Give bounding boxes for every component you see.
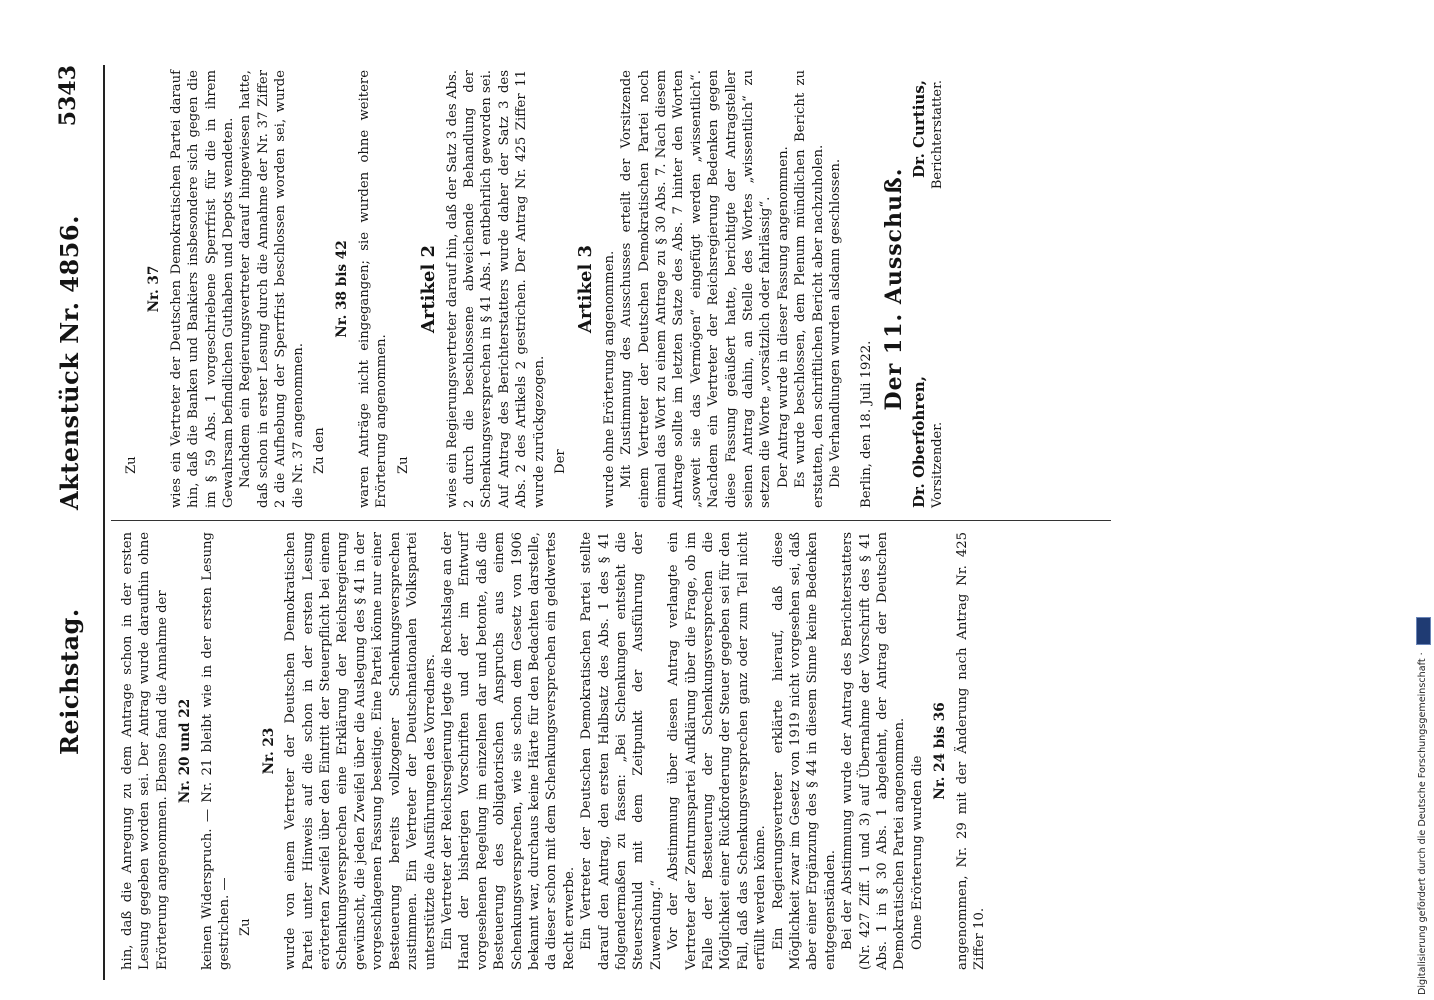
signature-name: Dr. Curtius,	[910, 80, 929, 178]
page-header	[49, 65, 103, 980]
paragraph: Ein Vertreter der Deutschen Demokratischen Partei stellte darauf den Antrag, den ersten Halbsatz des Abs. 1 des § 41 folgendermaßen zu fassen: „Bei Schenkungen entsteht die Steuerschuld mit dem Zeitpunkt der Ausführung der Zuwendung.“	[579, 532, 664, 970]
document-page	[45, 50, 1135, 1000]
section-heading: Nr. 24 bis 36	[932, 702, 949, 800]
paragraph: waren Anträge nicht eingegangen; sie wurden ohne weitere Erörterung angenommen.	[356, 70, 390, 508]
article-heading: Artikel 2	[418, 244, 440, 334]
signature-chair	[911, 311, 946, 508]
section-heading: Nr. 38 bis 42	[334, 240, 351, 338]
digitization-stamp-text: Digitalisierung gefördert durch die Deutsche Forschungsgemeinschaft ·	[1417, 652, 1428, 995]
right-column	[119, 70, 946, 508]
signature-rapporteur	[911, 80, 946, 277]
zu-label: Zu den	[312, 427, 328, 474]
paragraph: Die Verhandlungen wurden alsdann geschlossen.	[828, 158, 844, 488]
zu-label: Zu	[124, 456, 139, 474]
signature-role: Vorsitzender.	[929, 421, 945, 508]
paragraph: wurde ohne Erörterung angenommen.	[601, 250, 617, 508]
paragraph: wies ein Vertreter der Deutschen Demokratischen Partei darauf hin, daß die Banken und Bankiers insbesondere sich gegen die im § 59 Abs. 1 vorgeschriebene Sperrfrist für die in ihrem Gewahrsam befindlichen Guthaben und Depots wendeten.	[168, 70, 237, 508]
section-heading: Nr. 20 und 22	[177, 698, 194, 804]
paragraph: Ohne Erörterung wurden die	[909, 755, 925, 950]
paragraph: Ein Vertreter der Reichsregierung legte die Rechtslage an der Hand der bisherigen Vorschriften und der im Entwurf vorgesehenen Regelung im einzelnen dar und betonte, daß die Besteuerung des obligatorischen Anspruchs aus einem Schenkungsversprechen, wie sie schon dem Gesetz von 1906 bekannt war, durchaus keine Härte für den Bedachten darstelle, da dieser schon mit dem Schenkungsversprechen ein geldwertes Recht erwerbe.	[439, 532, 577, 970]
paragraph: Vor der Abstimmung über diesen Antrag verlangte ein Vertreter der Zentrumspartei Aufklärung über die Frage, ob im Falle der Besteuerung der Schenkungsversprechen die Möglichkeit einer Rückforderung der Steuer gegeben sei für den Fall, daß das Schenkungsversprechen ganz oder zum Teil nicht erfüllt werden könne.	[666, 532, 769, 970]
header-rule	[103, 65, 105, 980]
section-heading: Nr. 37	[146, 265, 163, 313]
paragraph: keinen Widerspruch. — Nr. 21 bleibt wie in der ersten Lesung gestrichen. —	[199, 532, 233, 970]
digitization-stamp	[1415, 5, 1431, 995]
paragraph: Nachdem ein Regierungsvertreter darauf hingewiesen hatte, daß schon in erster Lesung durch die Annahme der Nr. 37 Ziffer 2 die Aufhebung der Sperrfrist beschlossen worden sei, wurde die Nr. 37 angenommen.	[238, 70, 306, 508]
paragraph: angenommen, Nr. 29 mit der Änderung nach Antrag Nr. 425 Ziffer 10.	[954, 532, 988, 970]
left-column	[119, 532, 989, 970]
header-title: Reichstag.	[55, 608, 84, 755]
zu-label: Zu	[238, 918, 254, 936]
page-number: 5343	[55, 65, 81, 127]
zu-label: Der	[552, 449, 568, 474]
paragraph: Bei der Abstimmung wurde der Antrag des Berichterstatters (Nr. 427 Ziff. 1 und 3) auf Übernahme der Vorschrift des § 41 Abs. 1 in § 30 Abs. 1 abgelehnt, der Antrag der Deutschen Demokratischen Partei angenommen.	[840, 532, 908, 970]
committee-title: Der 11. Ausschuß.	[880, 167, 907, 411]
date-line: Berlin, den 18. Juli 1922.	[859, 340, 875, 508]
signature-name: Dr. Oberfohren,	[910, 376, 929, 508]
column-divider	[111, 520, 1111, 521]
paragraph: Es wurde beschlossen, dem Plenum mündlichen Bericht zu erstatten, den schriftlichen Bericht aber nachzuholen.	[793, 70, 826, 508]
header-document-number: Aktenstück Nr. 4856.	[55, 215, 84, 510]
section-heading: Nr. 23	[260, 727, 277, 775]
paragraph: wies ein Regierungsvertreter darauf hin, daß der Satz 3 des Abs. 2 durch die beschlossene abweichende Behandlung der Schenkungsversprechen in § 41 Abs. 1 entbehrlich geworden sei. Auf Antrag des Berichterstatters wurde daher der Satz 3 des Abs. 2 des Artikels 2 gestrichen. Der Antrag Nr. 425 Ziffer 11 wurde zurückgezogen.	[444, 70, 547, 508]
paragraph: Mit Zustimmung des Ausschusses erteilt der Vorsitzende einem Vertreter der Deutschen Demokratischen Partei noch einmal das Wort zu einem Antrage zu § 30 Abs. 7. Nach diesem Antrage sollte im letzten Satze des Abs. 7 hinter den Worten „soweit sie das Vermögen“ eingefügt werden „wissentlich“. Nachdem ein Vertreter der Reichsregierung Bedenken gegen diese Fassung geäußert hatte, berichtigte der Antragsteller seinen Antrag dahin, an Stelle des Wortes „wissentlich“ zu setzen die Worte „vorsätzlich oder fahrlässig“.	[619, 70, 774, 508]
paragraph: Der Antrag wurde in dieser Fassung angenommen.	[775, 146, 791, 488]
signature-role: Berichterstatter.	[929, 80, 945, 190]
paragraph: wurde von einem Vertreter der Deutschen Demokratischen Partei unter Hinweis auf die schon in der ersten Lesung erörterten Zweifel über den Eintritt der Steuerpflicht bei einem Schenkungsversprechen eine Erklärung der Reichsregierung gewünscht, die jeden Zweifel über die Auslegung des § 41 in der vorgeschlagenen Fassung beseitige. Eine Partei könne nur einer Besteuerung bereits vollzogener Schenkungsversprechen zustimmen. Ein Vertreter der Deutschnationalen Volkspartei unterstützte die Ausführungen des Vorredners.	[283, 532, 438, 970]
dfg-logo-icon	[1416, 617, 1431, 645]
zu-label: Zu	[395, 456, 411, 474]
signature-block	[911, 70, 946, 508]
article-heading: Artikel 3	[575, 244, 597, 334]
paragraph: hin, daß die Anregung zu dem Antrage schon in der ersten Lesung gegeben worden sei. Der Antrag wurde daraufhin ohne Erörterung angenommen. Ebenso fand die Annahme der	[120, 532, 170, 970]
paragraph: Ein Regierungsvertreter erklärte hierauf, daß diese Möglichkeit zwar im Gesetz von 1919 nicht vorgesehen sei, daß aber einer Ergänzung des § 44 in diesem Sinne keine Bedenken entgegenständen.	[770, 532, 838, 970]
